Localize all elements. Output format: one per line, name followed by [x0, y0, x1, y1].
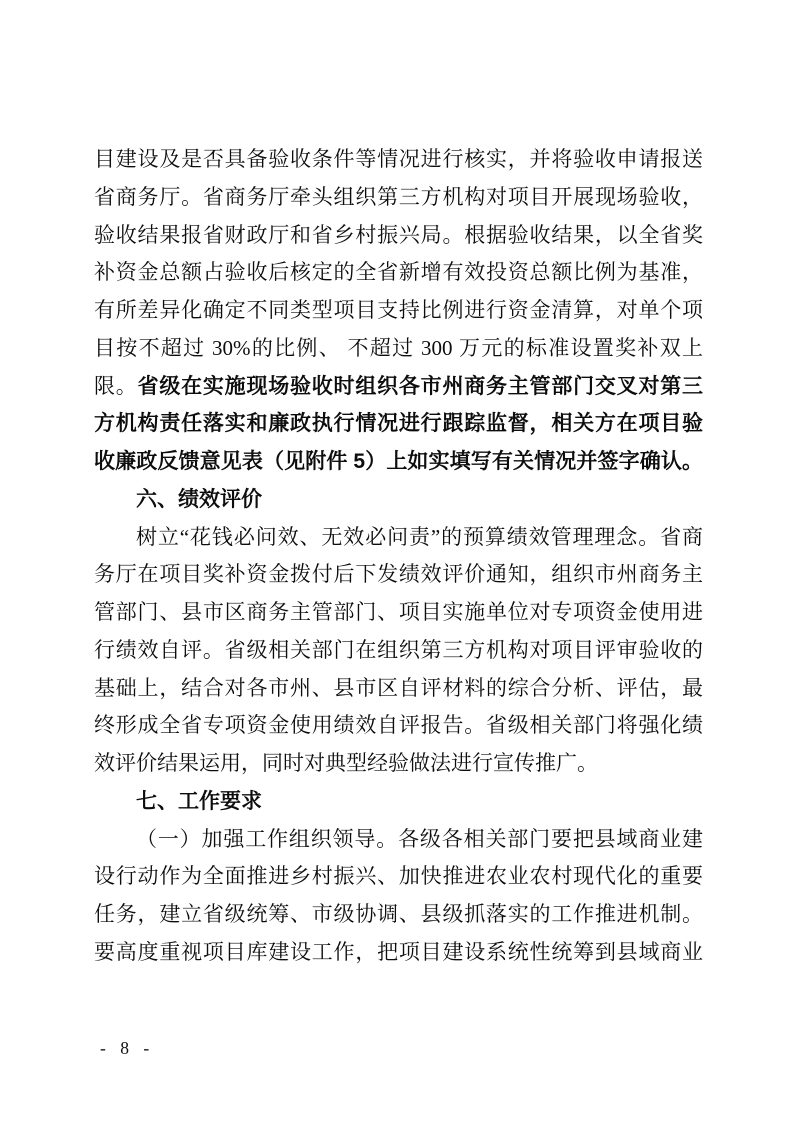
text-run: 终形成全省专项资金使用绩效自评报告。省级相关部门将强化绩	[94, 713, 703, 738]
text-line	[94, 556, 703, 594]
text-line	[94, 141, 703, 179]
text-line	[94, 594, 703, 632]
kaiti-text-run: （一）加强工作组织领导。	[136, 826, 399, 851]
text-run: 树立“花钱必问效、无效必问责”的预算绩效管理理念。省商	[136, 524, 703, 549]
text-run: 有所差异化确定不同类型项目支持比例进行资金清算，对单个项	[94, 298, 703, 322]
text-run: 效评价结果运用，同时对典型经验做法进行宣传推广。	[94, 751, 598, 775]
bold-text-run: 六、绩效评价	[136, 487, 262, 511]
text-line	[94, 254, 703, 292]
section-heading	[94, 481, 703, 519]
text-run: 省商务厅。省商务厅牵头组织第三方机构对项目开展现场验收，	[94, 184, 703, 209]
text-line	[94, 670, 703, 708]
text-run: 管部门、县市区商务主管部门、项目实施单位对专项资金使用进	[94, 600, 703, 624]
text-line	[94, 443, 703, 481]
para-work-requirements-1	[94, 821, 703, 972]
text-run: 目建设及是否具备验收条件等情况进行核实，并将验收申请报送	[94, 147, 703, 171]
text-run: 设行动作为全面推进乡村振兴、加快推进农业农村现代化的重要	[94, 864, 703, 889]
text-line	[94, 632, 703, 670]
text-line	[94, 405, 703, 443]
page-number: - 8 -	[100, 1038, 155, 1058]
text-run: 各级各相关部门要把县域商业建	[398, 826, 704, 851]
bold-text-run: 收廉政反馈意见表（见附件 5）上如实填写有关情况并签字确认。	[94, 450, 703, 473]
section-heading	[94, 783, 703, 821]
bold-text-run: 省级在实施现场验收时组织各市州商务主管部门交叉对第三	[137, 374, 704, 398]
para-performance-evaluation	[94, 519, 703, 783]
heading-section-7	[94, 783, 703, 821]
text-line	[94, 858, 703, 896]
text-run: 务厅在项目奖补资金拨付后下发绩效评价通知，组织市州商务主	[94, 562, 703, 587]
heading-section-6	[94, 481, 703, 519]
text-line	[94, 821, 703, 859]
text-line	[94, 217, 703, 255]
text-line	[94, 745, 703, 783]
text-run: 验收结果报省财政厅和省乡村振兴局。根据验收结果，以全省奖	[94, 222, 703, 247]
text-run: 限。	[94, 373, 138, 398]
text-run: 目按不超过 30%的比例、 不超过 300 万元的标准设置奖补双上	[94, 335, 703, 360]
bold-text-run: 方机构责任落实和廉政执行情况进行跟踪监督，相关方在项目验	[94, 412, 703, 436]
text-line	[94, 292, 703, 330]
text-line	[94, 330, 703, 368]
text-line	[94, 707, 703, 745]
text-run: 补资金总额占验收后核定的全省新增有效投资总额比例为基准，	[94, 260, 703, 285]
text-run: 任务，建立省级统筹、市级协调、县级抓落实的工作推进机制。	[94, 902, 703, 926]
text-line	[94, 934, 703, 972]
text-run: 要高度重视项目库建设工作，把项目建设系统性统筹到县域商业	[94, 939, 703, 964]
text-line	[94, 368, 703, 406]
text-run: 基础上，结合对各市州、县市区自评材料的综合分析、评估，最	[94, 675, 703, 700]
text-line	[94, 179, 703, 217]
text-line	[94, 519, 703, 557]
text-line	[94, 896, 703, 934]
bold-text-run: 七、工作要求	[136, 789, 262, 813]
document-body	[94, 141, 703, 972]
para-acceptance-and-funding	[94, 141, 703, 481]
text-run: 行绩效自评。省级相关部门在组织第三方机构对项目评审验收的	[94, 637, 703, 662]
